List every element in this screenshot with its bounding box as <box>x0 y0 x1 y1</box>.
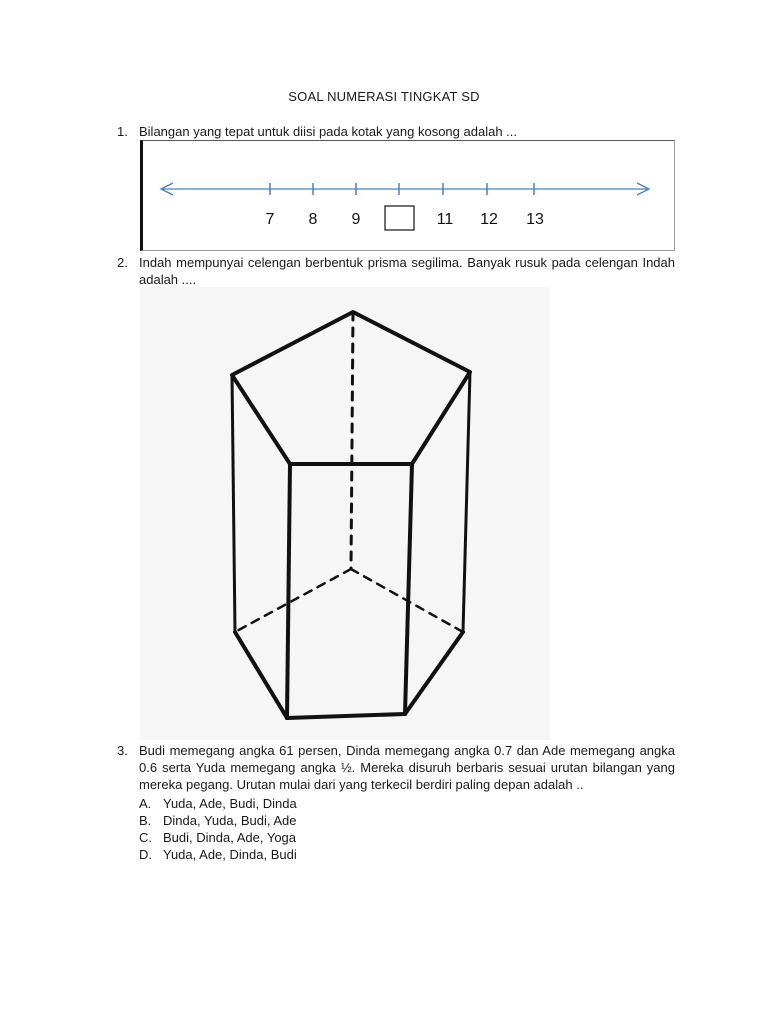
question-text: Budi memegang angka 61 persen, Dinda memegang angka 0.7 dan Ade memegang angka 0.6 serta Yuda memegang angka ½. Mereka disuruh berbaris sesuai urutan bilangan yang mereka pegang. Urutan mulai dari yang terkecil berdiri paling depan adalah .. <box>139 743 675 792</box>
question-number: 3. <box>117 743 128 758</box>
number-line-figure <box>140 140 675 251</box>
answer-options <box>117 795 675 863</box>
pentagonal-prism-figure <box>140 287 550 740</box>
question-number: 2. <box>117 255 128 270</box>
option-text: Yuda, Ade, Dinda, Budi <box>163 847 297 862</box>
option-c[interactable] <box>117 829 675 846</box>
number-label: 12 <box>480 211 498 228</box>
number-label: 13 <box>526 211 544 228</box>
prism-edge <box>405 464 412 714</box>
prism-hidden-edge <box>235 569 351 632</box>
option-text: Yuda, Ade, Budi, Dinda <box>163 796 297 811</box>
prism-edge <box>232 375 235 632</box>
option-b[interactable] <box>117 812 675 829</box>
pentagonal-prism-svg <box>140 287 550 740</box>
question-3 <box>117 742 675 863</box>
page-title: SOAL NUMERASI TINGKAT SD <box>288 89 480 104</box>
option-letter: A. <box>139 796 152 811</box>
question-text: Bilangan yang tepat untuk diisi pada kotak yang kosong adalah ... <box>139 124 517 139</box>
number-label: 11 <box>436 211 454 228</box>
option-a[interactable] <box>117 795 675 812</box>
prism-edge <box>235 632 287 718</box>
option-letter: D. <box>139 847 152 862</box>
number-line-svg <box>143 141 675 250</box>
prism-edge <box>405 632 463 714</box>
prism-edge <box>463 372 470 632</box>
option-letter: B. <box>139 813 152 828</box>
number-label: 7 <box>265 211 275 228</box>
question-text: Indah mempunyai celengan berbentuk prisma segilima. Banyak rusuk pada celengan Indah adalah .... <box>139 255 675 287</box>
prism-hidden-edge <box>351 312 353 569</box>
option-d[interactable] <box>117 846 675 863</box>
empty-answer-box[interactable] <box>385 206 414 230</box>
prism-edge <box>287 714 405 718</box>
option-letter: C. <box>139 830 152 845</box>
question-1 <box>117 123 675 140</box>
question-2 <box>117 254 675 288</box>
prism-edge <box>287 464 290 718</box>
number-label: 8 <box>308 211 318 228</box>
question-number: 1. <box>117 124 128 139</box>
option-text: Dinda, Yuda, Budi, Ade <box>163 813 297 828</box>
option-text: Budi, Dinda, Ade, Yoga <box>163 830 297 845</box>
number-label: 9 <box>351 211 361 228</box>
